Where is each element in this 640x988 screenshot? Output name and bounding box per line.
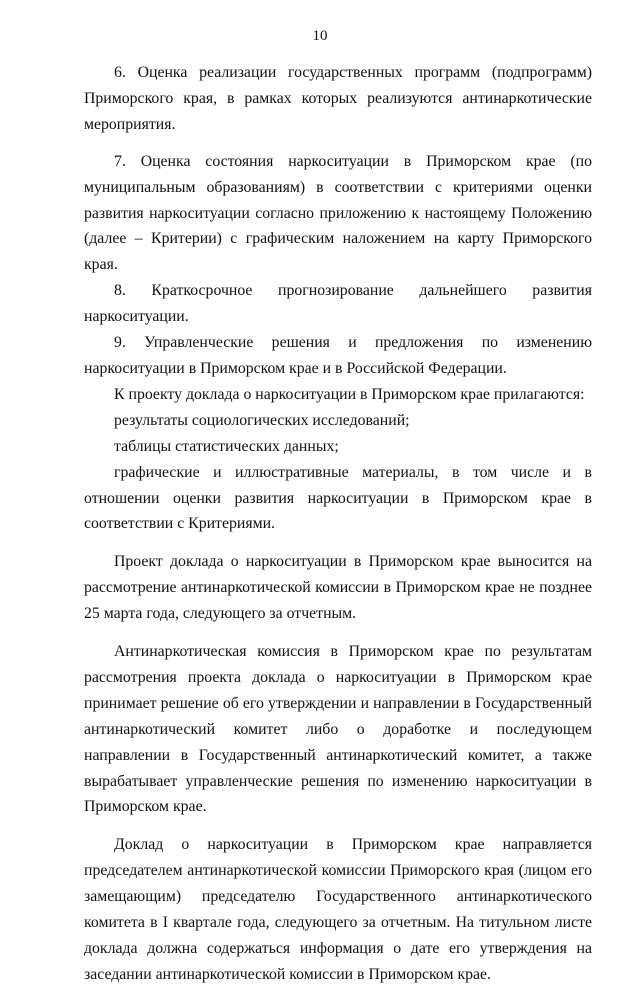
paragraph-draft-submission: Проект доклада о наркоситуации в Приморском крае выносится на рассмотрение антинаркотической комиссии в Приморском крае не позднее 25 марта года, следующего за отчетным. <box>84 553 592 623</box>
paragraph-attachment-surveys: результаты социологических исследований; <box>114 411 410 429</box>
paragraph-item-9: 9. Управленческие решения и предложения по изменению наркоситуации в Приморском крае и в Российской Федерации. <box>84 334 592 377</box>
paragraph-item-7: 7. Оценка состояния наркоситуации в Приморском крае (по муниципальным образованиям) в соответствии с критериями оценки развития наркоситуации согласно приложению к настоящему Положению (далее – Критерии) с графическим наложением на карту Приморского края. <box>84 152 592 274</box>
paragraph-attachments-intro: К проекту доклада о наркоситуации в Приморском крае прилагаются: <box>114 385 585 403</box>
paragraph-report-delivery: Доклад о наркоситуации в Приморском крае направляется председателем антинаркотической комиссии Приморского края (лицом его замещающим) председателю Государственного антинаркотического комитета в I квартале года, следующего за отчетным. На титульном листе доклада должна содержаться информация о дате его утверждения на заседании антинаркотической комиссии в Приморском крае. <box>84 836 592 983</box>
page-number: 10 <box>312 28 328 44</box>
paragraph-item-8: 8. Краткосрочное прогнозирование дальнейшего развития наркоситуации. <box>84 282 592 326</box>
paragraph-item-6: 6. Оценка реализации государственных программ (подпрограмм) Приморского края, в рамках которых реализуются антинаркотические мероприятия. <box>84 64 592 133</box>
document-body <box>84 60 592 988</box>
paragraph-commission-decision: Антинаркотическая комиссия в Приморском крае по результатам рассмотрения проекта доклада о наркоситуации в Приморском крае принимает решение об его утверждении и направлении в Государственный антинаркотический комитет либо о доработке и последующем направлении в Государственный антинаркотический комитет, а также вырабатывает управленческие решения по изменению наркоситуации в Приморском крае. <box>84 643 592 816</box>
paragraph-attachment-tables: таблицы статистических данных; <box>114 437 339 455</box>
paragraph-attachment-graphics: графические и иллюстративные материалы, в том числе и в отношении оценки развития наркоситуации в Приморском крае в соответствии с Критериями. <box>84 463 592 533</box>
